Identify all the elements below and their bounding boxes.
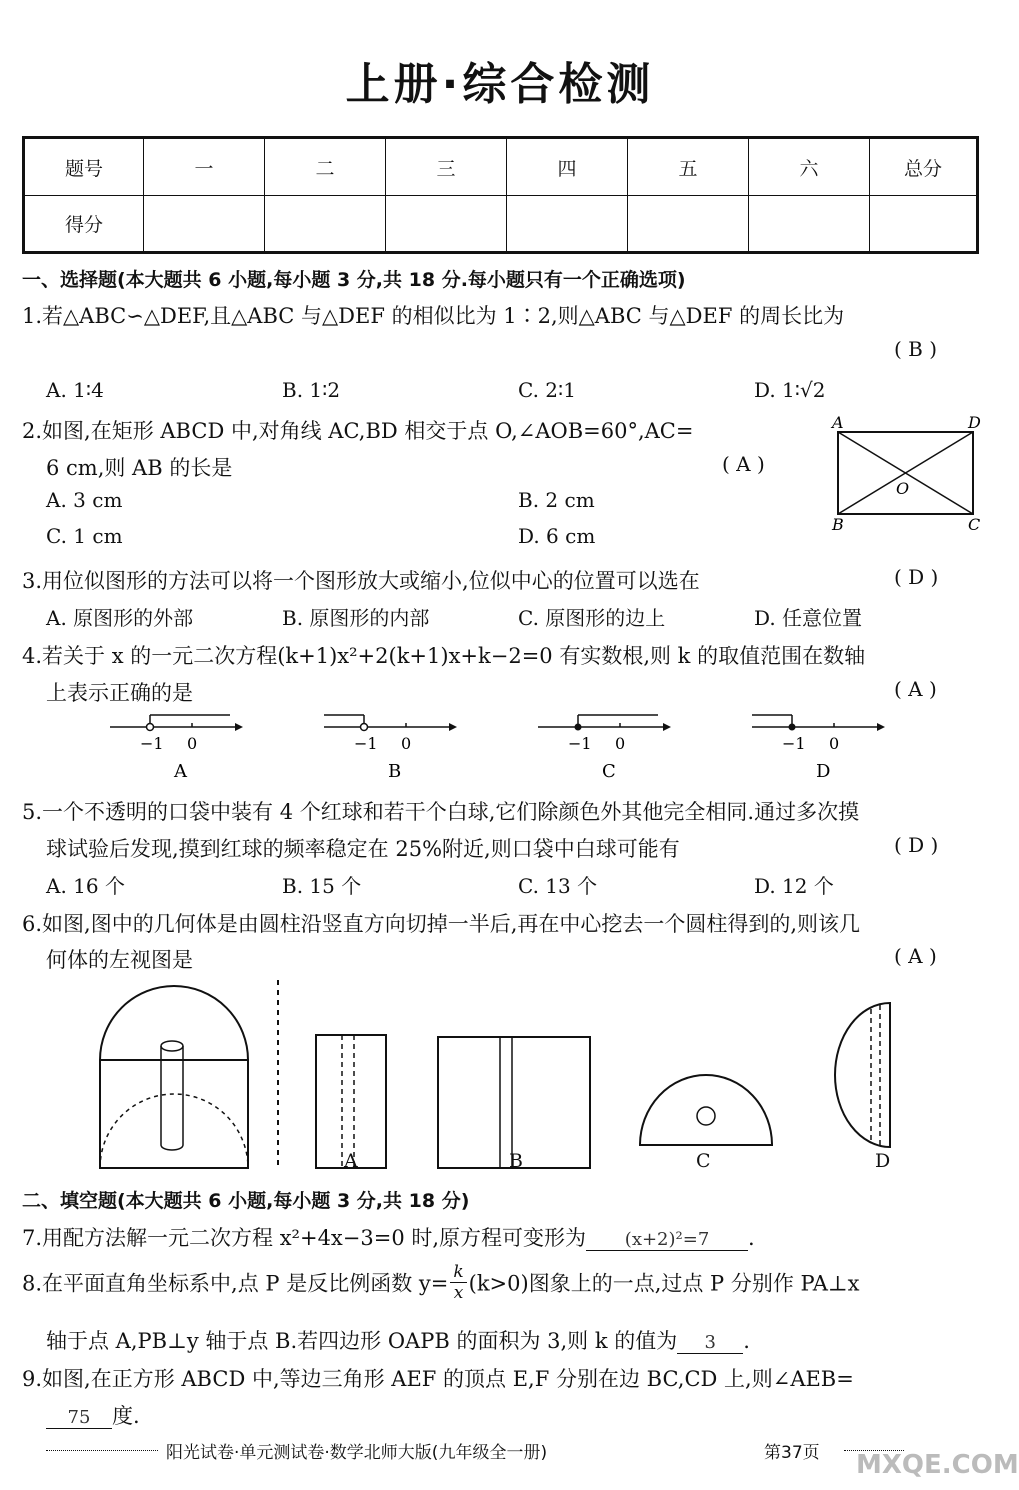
q4-line2: 上表示正确的是 bbox=[46, 681, 193, 705]
q5-option-a: A. 16 个 bbox=[46, 874, 125, 898]
table-cell: 六 bbox=[749, 138, 870, 196]
q2-option-a: A. 3 cm bbox=[46, 488, 123, 512]
number-line-options bbox=[100, 705, 920, 785]
q8-line2: 轴于点 A,PB⊥y 轴于点 B.若四边形 OAPB 的面积为 3,则 k 的值为 bbox=[46, 1329, 678, 1353]
label-b: B bbox=[832, 515, 844, 534]
q9-line2-row bbox=[46, 1400, 140, 1430]
q3-option-c: C. 原图形的边上 bbox=[518, 606, 666, 630]
view-option-a bbox=[316, 1035, 386, 1168]
score-cell[interactable] bbox=[628, 196, 749, 253]
q1-text: 1.若△ABC∽△DEF,且△ABC 与△DEF 的相似比为 1∶2,则△ABC 与△DEF 的周长比为 bbox=[22, 304, 845, 328]
q2-option-b: B. 2 cm bbox=[518, 488, 595, 512]
q3-option-b: B. 原图形的内部 bbox=[282, 606, 430, 630]
q6-option-label-a: A bbox=[344, 1150, 358, 1172]
section1-heading: 一、选择题(本大题共 6 小题,每小题 3 分,共 18 分.每小题只有一个正确选项) bbox=[22, 269, 686, 291]
rectangle-figure bbox=[828, 412, 988, 537]
score-table bbox=[22, 136, 979, 254]
watermark: MXQE.COM bbox=[856, 1450, 1019, 1480]
q2-line1: 2.如图,在矩形 ABCD 中,对角线 AC,BD 相交于点 O,∠AOB=60°,AC= bbox=[22, 419, 694, 443]
label-d: D bbox=[968, 413, 981, 432]
view-option-c bbox=[640, 1075, 772, 1145]
q5-option-d: D. 12 个 bbox=[754, 874, 834, 898]
tick-label: 0 bbox=[187, 734, 198, 753]
option-label-a: A bbox=[174, 761, 187, 782]
page-title: 上册·综合检测 bbox=[345, 59, 655, 110]
q4-line1: 4.若关于 x 的一元二次方程(k+1)x²+2(k+1)x+k−2=0 有实数根,则 k 的取值范围在数轴 bbox=[22, 644, 866, 668]
q1-option-d: D. 1∶√2 bbox=[754, 378, 826, 402]
q2-option-d: D. 6 cm bbox=[518, 524, 596, 548]
tick-label: 0 bbox=[401, 734, 412, 753]
q1-option-a: A. 1∶4 bbox=[46, 378, 104, 402]
label-o: O bbox=[896, 479, 910, 498]
q3-option-d: D. 任意位置 bbox=[754, 606, 863, 630]
q7-answer-blank[interactable]: (x+2)²=7 bbox=[586, 1229, 748, 1251]
table-row bbox=[24, 138, 978, 196]
tick-label: −1 bbox=[354, 734, 378, 753]
cut-cylinder-solid bbox=[100, 986, 248, 1168]
table-cell: 四 bbox=[507, 138, 628, 196]
q1-option-c: C. 2∶1 bbox=[518, 378, 576, 402]
q1-option-b: B. 1∶2 bbox=[282, 378, 341, 402]
q8-line2-row bbox=[46, 1325, 750, 1355]
q6-line2: 何体的左视图是 bbox=[46, 948, 193, 972]
q3-answer: ( D ) bbox=[894, 565, 939, 589]
q6-option-label-b: B bbox=[509, 1150, 523, 1172]
table-row bbox=[24, 196, 978, 253]
fraction-numerator: k bbox=[450, 1262, 466, 1283]
label-c: C bbox=[968, 515, 981, 534]
q8-fraction bbox=[450, 1262, 466, 1303]
score-cell[interactable] bbox=[749, 196, 870, 253]
q2-line2: 6 cm,则 AB 的长是 bbox=[46, 456, 233, 480]
q9-line1: 9.如图,在正方形 ABCD 中,等边三角形 AEF 的顶点 E,F 分别在边 BC,CD 上,则∠AEB= bbox=[22, 1367, 854, 1391]
q6-option-label-d: D bbox=[875, 1150, 891, 1172]
q3-option-a: A. 原图形的外部 bbox=[46, 606, 194, 630]
q6-line1: 6.如图,图中的几何体是由圆柱沿竖直方向切掉一半后,再在中心挖去一个圆柱得到的,则该几 bbox=[22, 912, 861, 936]
q8-text-b: (k>0)图象上的一点,过点 P 分别作 PA⊥x bbox=[468, 1271, 860, 1296]
q8-answer-blank[interactable]: 3 bbox=[677, 1332, 743, 1354]
q5-option-c: C. 13 个 bbox=[518, 874, 598, 898]
table-cell: 总分 bbox=[870, 138, 978, 196]
q4-answer: ( A ) bbox=[894, 677, 937, 701]
table-cell: 一 bbox=[144, 138, 265, 196]
view-option-b bbox=[438, 1037, 590, 1168]
option-label-d: D bbox=[816, 761, 831, 782]
q5-answer: ( D ) bbox=[894, 833, 939, 857]
table-cell: 得分 bbox=[24, 196, 144, 253]
view-option-d bbox=[835, 1003, 890, 1147]
q6-answer: ( A ) bbox=[894, 944, 937, 968]
tick-label: −1 bbox=[782, 734, 806, 753]
option-label-c: C bbox=[602, 761, 616, 782]
tick-label: 0 bbox=[829, 734, 840, 753]
table-cell: 题号 bbox=[24, 138, 144, 196]
q8-text-a: 8.在平面直角坐标系中,点 P 是反比例函数 y= bbox=[22, 1271, 449, 1296]
option-label-b: B bbox=[388, 761, 402, 782]
tick-label: 0 bbox=[615, 734, 626, 753]
fraction-denominator: x bbox=[453, 1283, 464, 1303]
q9-answer-blank[interactable]: 75 bbox=[46, 1407, 112, 1429]
section2-heading: 二、填空题(本大题共 6 小题,每小题 3 分,共 18 分) bbox=[22, 1190, 470, 1212]
q7-text: 7.用配方法解一元二次方程 x²+4x−3=0 时,原方程可变形为 bbox=[22, 1226, 587, 1250]
q5-option-b: B. 15 个 bbox=[282, 874, 362, 898]
score-cell[interactable] bbox=[507, 196, 628, 253]
q8-line1 bbox=[22, 1262, 860, 1303]
q6-option-label-c: C bbox=[696, 1150, 711, 1172]
q5-line1: 5.一个不透明的口袋中装有 4 个红球和若干个白球,它们除颜色外其他完全相同.通过多次摸 bbox=[22, 800, 860, 824]
number-line-a bbox=[110, 715, 243, 782]
score-cell[interactable] bbox=[265, 196, 386, 253]
q9-end: 度. bbox=[112, 1404, 140, 1428]
q2-option-c: C. 1 cm bbox=[46, 524, 123, 548]
q3-text: 3.用位似图形的方法可以将一个图形放大或缩小,位似中心的位置可以选在 bbox=[22, 569, 700, 593]
score-cell[interactable] bbox=[144, 196, 265, 253]
score-cell[interactable] bbox=[870, 196, 978, 253]
q8-end: . bbox=[743, 1329, 750, 1353]
tick-label: −1 bbox=[568, 734, 592, 753]
number-line-b bbox=[324, 715, 457, 782]
number-line-c bbox=[538, 715, 671, 782]
table-cell: 五 bbox=[628, 138, 749, 196]
q1-answer: ( B ) bbox=[894, 337, 938, 361]
q7-end: . bbox=[748, 1226, 755, 1250]
q2-answer: ( A ) bbox=[722, 452, 765, 476]
q7-row bbox=[22, 1222, 755, 1252]
footer-text: 阳光试卷·单元测试卷·数学北师大版(九年级全一册) bbox=[166, 1443, 548, 1463]
footer-left-rule bbox=[46, 1450, 158, 1451]
footer-page-number: 第37页 bbox=[764, 1443, 820, 1463]
table-cell: 三 bbox=[386, 138, 507, 196]
table-cell: 二 bbox=[265, 138, 386, 196]
score-cell[interactable] bbox=[386, 196, 507, 253]
tick-label: −1 bbox=[140, 734, 164, 753]
number-line-d bbox=[752, 715, 885, 782]
label-a: A bbox=[832, 413, 844, 432]
q5-line2: 球试验后发现,摸到红球的频率稳定在 25%附近,则口袋中白球可能有 bbox=[46, 837, 680, 861]
